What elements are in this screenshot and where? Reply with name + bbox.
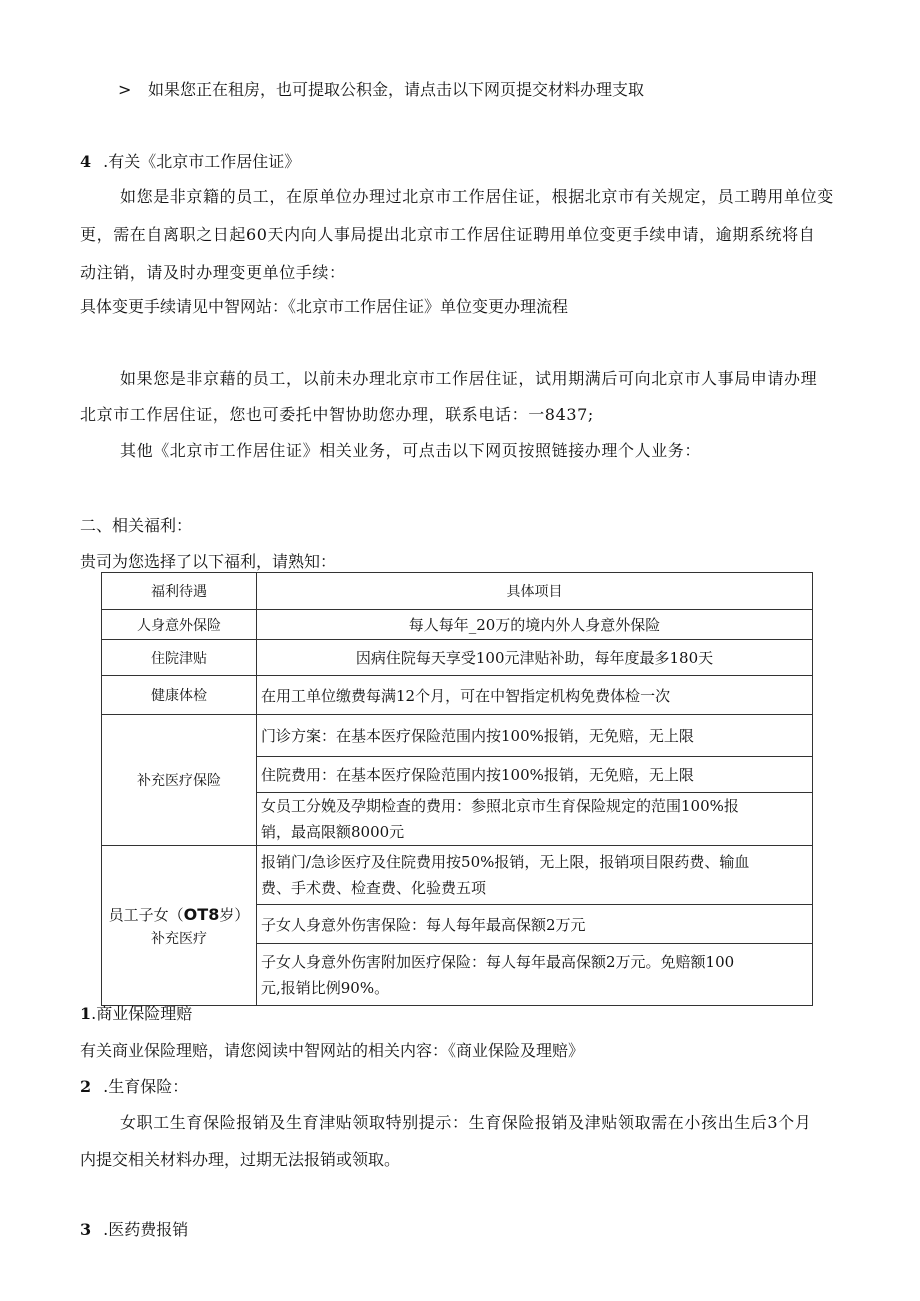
heading-number: 3 bbox=[80, 1220, 92, 1239]
table-row bbox=[102, 610, 813, 640]
heading-title: .有关《北京市工作居住证》 bbox=[103, 152, 301, 171]
table-row bbox=[102, 715, 813, 757]
welfare-name-children bbox=[102, 846, 257, 1006]
welfare-item-line: 女员工分娩及孕期检查的费用：参照北京市生育保险规定的范围100%报 bbox=[261, 797, 739, 815]
welfare-name: 补充医疗保险 bbox=[102, 715, 257, 846]
welfare-name: 健康体检 bbox=[102, 676, 257, 715]
paragraph-line: 有关商业保险理赔，请您阅读中智网站的相关内容：《商业保险及理赔》 bbox=[80, 1041, 585, 1060]
welfare-item: 每人每年_20万的境内外人身意外保险 bbox=[257, 610, 813, 640]
table-row bbox=[102, 846, 813, 905]
header-welfare: 福利待遇 bbox=[102, 573, 257, 610]
paragraph-line: 内提交相关材料办理，过期无法报销或领取。 bbox=[80, 1150, 401, 1169]
paragraph-line: 动注销，请及时办理变更单位手续： bbox=[80, 263, 346, 282]
paragraph-line: 如果您是非京藉的员工，以前未办理北京市工作居住证，试用期满后可向北京市人事局申请办理 bbox=[120, 369, 818, 388]
paragraph-line: 其他《北京市工作居住证》相关业务，可点击以下网页按照链接办理个人业务： bbox=[120, 441, 702, 460]
heading-section-2b bbox=[80, 1077, 188, 1097]
heading-number: 4 bbox=[80, 152, 92, 171]
paragraph-line: 如您是非京籍的员工，在原单位办理过北京市工作居住证，根据北京市有关规定，员工聘用单位变 bbox=[120, 187, 834, 206]
welfare-item-line: 报销门/急诊医疗及住院费用按50%报销，无上限，报销项目限药费、输血 bbox=[261, 853, 750, 871]
welfare-table bbox=[101, 572, 813, 1006]
welfare-item: 门诊方案：在基本医疗保险范围内按100%报销，无免赔，无上限 bbox=[257, 715, 813, 757]
children-label-c: 岁） bbox=[219, 905, 250, 924]
welfare-item bbox=[257, 793, 813, 846]
welfare-item bbox=[257, 944, 813, 1006]
welfare-name: 住院津贴 bbox=[102, 640, 257, 676]
children-label-a: 员工子女（ bbox=[108, 905, 184, 924]
welfare-item: 在用工单位缴费每满12个月，可在中智指定机构免费体检一次 bbox=[257, 676, 813, 715]
welfare-item-line: 销，最高限额8000元 bbox=[261, 823, 405, 841]
table-header-row bbox=[102, 573, 813, 610]
welfare-intro: 贵司为您选择了以下福利，请熟知： bbox=[80, 552, 337, 571]
paragraph-line: 更，需在自离职之日起60天内向人事局提出北京市工作居住证聘用单位变更手续申请，逾期系统将自 bbox=[80, 225, 816, 244]
heading-title: .商业保险理赔 bbox=[91, 1004, 193, 1023]
table-row bbox=[102, 676, 813, 715]
heading-section-4 bbox=[80, 152, 300, 172]
welfare-item-line: 子女人身意外伤害附加医疗保险：每人每年最高保额2万元。免赔额100 bbox=[261, 952, 735, 971]
heading-section-1 bbox=[80, 1004, 192, 1024]
header-items: 具体项目 bbox=[257, 573, 813, 610]
welfare-item: 子女人身意外伤害保险：每人每年最高保额2万元 bbox=[257, 905, 813, 944]
welfare-item: 因病住院每天享受100元津贴补助，每年度最多180天 bbox=[257, 640, 813, 676]
paragraph-line: 北京市工作居住证，您也可委托中智协助您办理，联系电话：一8437; bbox=[80, 405, 594, 424]
welfare-item bbox=[257, 846, 813, 905]
section-2-title: 二、相关福利： bbox=[80, 516, 193, 535]
bullet-marker: > bbox=[118, 80, 132, 99]
bullet-rent-withdrawal bbox=[118, 80, 644, 100]
paragraph-line: 具体变更手续请见中智网站：《北京市工作居住证》单位变更办理流程 bbox=[80, 297, 569, 316]
children-label-b: OT8 bbox=[183, 904, 220, 924]
heading-section-3 bbox=[80, 1220, 188, 1240]
heading-number: 1 bbox=[80, 1004, 92, 1023]
heading-title: .生育保险： bbox=[103, 1077, 189, 1096]
welfare-item: 住院费用：在基本医疗保险范围内按100%报销，无免赔，无上限 bbox=[257, 757, 813, 793]
children-label-d: 补充医疗 bbox=[151, 930, 207, 947]
bullet-text: 如果您正在租房，也可提取公积金，请点击以下网页提交材料办理支取 bbox=[148, 80, 645, 99]
welfare-name: 人身意外保险 bbox=[102, 610, 257, 640]
heading-number: 2 bbox=[80, 1077, 92, 1096]
table-row bbox=[102, 640, 813, 676]
welfare-item-line: 费、手术费、检查费、化验费五项 bbox=[261, 879, 487, 897]
heading-title: .医药费报销 bbox=[103, 1220, 189, 1239]
paragraph-line: 女职工生育保险报销及生育津贴领取特别提示：生育保险报销及津贴领取需在小孩出生后3个月 bbox=[120, 1113, 812, 1132]
welfare-item-line: 元,报销比例90%。 bbox=[261, 978, 390, 997]
